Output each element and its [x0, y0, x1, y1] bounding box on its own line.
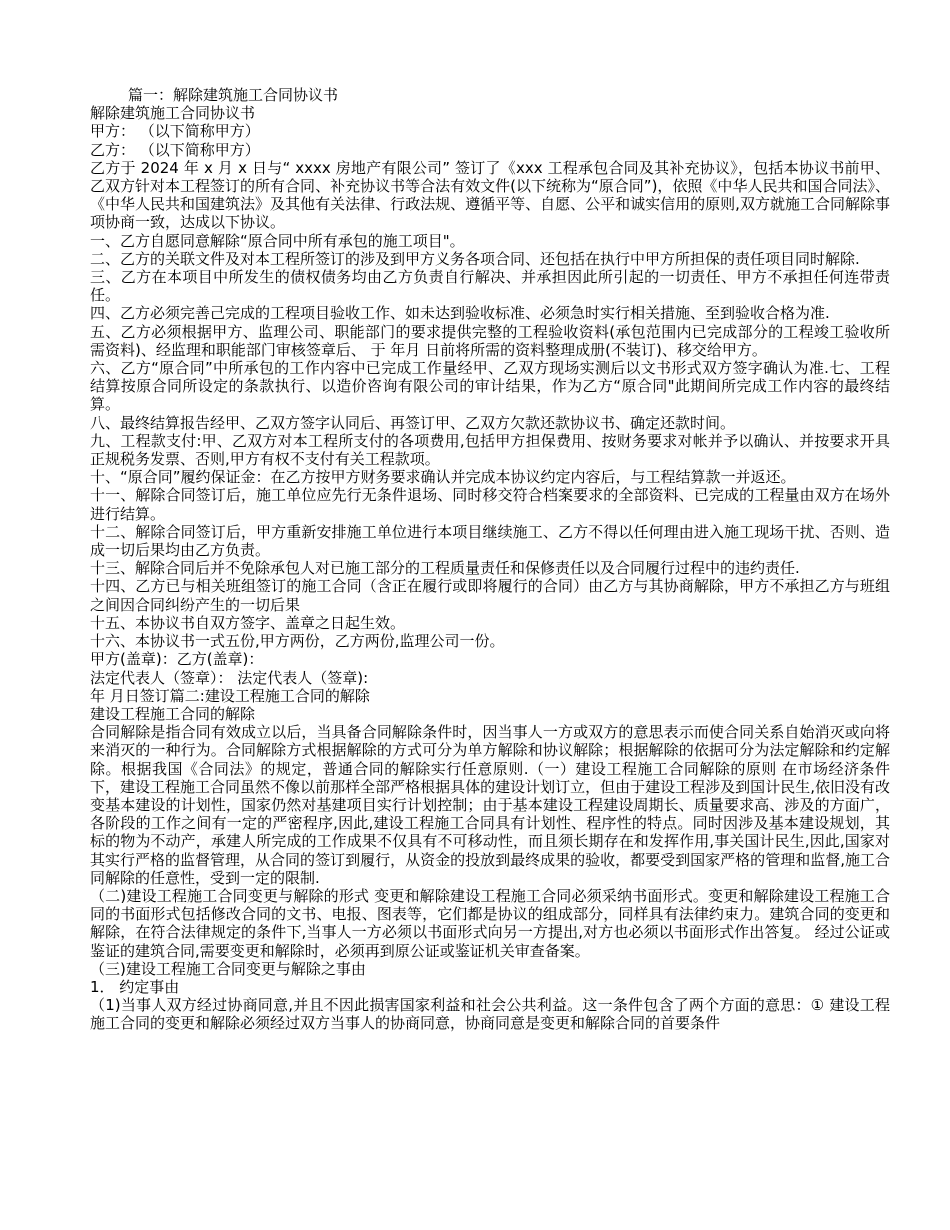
paragraph: 合同解除是指合同有效成立以后，当具备合同解除条件时，因当事人一方或双方的意思表示而使合同关系自始消灭或向将来消灭的一种行为。合同解除方式根据解除的方式可分为单方解除和协议解除；根据解除的依据可分为法定解除和约定解除。根据我国《合同法》的规定，普通合同的解除实行任意原则.（一）建设工程施工合同解除的原则 在市场经济条件下，建设工程施工合同虽然不像以前那样全部严格根据具体的建设计划订立，但由于建设工程涉及到国计民生,依旧没有改变基本建设的计划性，国家仍然对基建项目实行计划控制；由于基本建设工程建设周期长、质量要求高、涉及的方面广，各阶段的工作之间有一定的严密程序,因此,建设工程施工合同具有计划性、程序性的特点。同时因涉及基本建设规划，其标的物为不动产，承建人所完成的工作成果不仅具有不可移动性，而且须长期存在和发挥作用,事关国计民生,因此,国家对其实行严格的监督管理，从合同的签订到履行，从资金的投放到最终成果的验收，都要受到国家严格的管理和监督,施工合同解除的任意性，受到一定的限制.	[90, 723, 890, 887]
paragraph: 甲方： （以下简称甲方）	[90, 122, 260, 141]
paragraph: 乙方： （以下简称甲方）	[90, 140, 260, 159]
paragraph: 甲方(盖章)：乙方(盖章)：	[90, 650, 264, 669]
paragraph: 十一、解除合同签订后，施工单位应先行无条件退场、同时移交符合档案要求的全部资料、已完成的工程量由双方在场外进行结算。	[90, 486, 890, 523]
paragraph: （二)建设工程施工合同变更与解除的形式 变更和解除建设工程施工合同必须采纳书面形式。变更和解除建设工程施工合同的书面形式包括修改合同的文书、电报、图表等，它们都是协议的组成部分，同样具有法律约束力。建筑合同的变更和解除，在符合法律规定的条件下,当事人一方必须以书面形式向另一方提出,对方也必须以书面形式作出答复。 经过公证或鉴证的建筑合同,需要变更和解除时，必须再到原公证或鉴证机关审查备案。	[90, 886, 890, 960]
paragraph: （三)建设工程施工合同变更与解除之事由	[90, 959, 366, 978]
paragraph: （1)当事人双方经过协商同意,并且不因此损害国家利益和社会公共利益。这一条件包含了两个方面的意思：① 建设工程施工合同的变更和解除必须经过双方当事人的协商同意，协商同意是变更和解除合同的首要条件	[90, 996, 890, 1033]
paragraph: 乙方于 2024 年 x 月 x 日与“ xxxx 房地产有限公司” 签订了《xxx 工程承包合同及其补充协议》，包括本协议书前甲、乙双方针对本工程签订的所有合同、补充协议书等合法有效文件(以下统称为“原合同”)，依照《中华人民共和国合同法》、《中华人民共和国建筑法》及其他有关法律、行政法规、遵循平等、自愿、公平和诚实信用的原则,双方就施工合同解除事项协商一致，达成以下协议。	[90, 158, 890, 232]
paragraph: 六、乙方“原合同”中所承包的工作内容中已完成工作量经甲、乙双方现场实测后以文书形式双方签字确认为准.七、工程结算按原合同所设定的条款执行、以造价咨询有限公司的审计结果，作为乙方“原合同"此期间所完成工作内容的最终结算。	[90, 359, 890, 414]
paragraph: 1． 约定事由	[90, 977, 180, 996]
paragraph: 十、“原合同”履约保证金：在乙方按甲方财务要求确认并完成本协议约定内容后，与工程结算款一并返还。	[90, 468, 796, 487]
document-body	[90, 104, 890, 1032]
paragraph: 三、乙方在本项目中所发生的债权债务均由乙方负责自行解决、并承担因此所引起的一切责任、甲方不承担任何连带责任。	[90, 268, 890, 305]
paragraph: 十二、解除合同签订后，甲方重新安排施工单位进行本项目继续施工、乙方不得以任何理由进入施工现场干扰、否则、造成一切后果均由乙方负责。	[90, 522, 890, 560]
paragraph: 五、乙方必须根据甲方、监理公司、职能部门的要求提供完整的工程验收资料(承包范围内已完成部分的工程竣工验收所需资料)、经监理和职能部门审核签章后、 于 年月 日前将所需的资料整理成册(不装订)、移交给甲方。	[90, 322, 890, 359]
paragraph: 建设工程施工合同的解除	[90, 704, 256, 723]
paragraph: 十三、解除合同后并不免除承包人对已施工部分的工程质量责任和保修责任以及合同履行过程中的违约责任.	[90, 559, 800, 578]
paragraph: 四、乙方必须完善己完成的工程项目验收工作、如未达到验收标准、必须急时实行相关措施、至到验收合格为准.	[90, 304, 830, 323]
paragraph: 九、工程款支付:甲、乙双方对本工程所支付的各项费用,包括甲方担保费用、按财务要求对帐并予以确认、并按要求开具正规税务发票、否则,甲方有权不支付有关工程款项。	[90, 431, 890, 469]
paragraph: 法定代表人（签章）： 法定代表人（签章):	[90, 668, 369, 687]
paragraph: 二、乙方的关联文件及对本工程所签订的涉及到甲方义务各项合同、还包括在执行中甲方所担保的责任项目同时解除.	[90, 249, 860, 268]
paragraph: 八、最终结算报告经甲、乙双方签字认同后、再签订甲、乙双方欠款还款协议书、确定还款时间。	[90, 413, 736, 432]
document-heading: 篇一：解除建筑施工合同协议书	[128, 86, 339, 104]
paragraph: 十五、本协议书自双方签字、盖章之日起生效。	[90, 613, 406, 632]
paragraph: 解除建筑施工合同协议书	[90, 104, 256, 123]
paragraph: 一、乙方自愿同意解除“原合同中所有承包的施工项目"。	[90, 231, 465, 250]
paragraph: 十六、本协议书一式五份,甲方两份，乙方两份,监理公司一份。	[90, 632, 505, 651]
paragraph: 年 月日签订篇二:建设工程施工合同的解除	[90, 686, 370, 705]
paragraph: 十四、乙方已与相关班组签订的施工合同（含正在履行或即将履行的合同）由乙方与其协商解除，甲方不承担乙方与班组之间因合同纠纷产生的一切后果	[90, 577, 890, 614]
